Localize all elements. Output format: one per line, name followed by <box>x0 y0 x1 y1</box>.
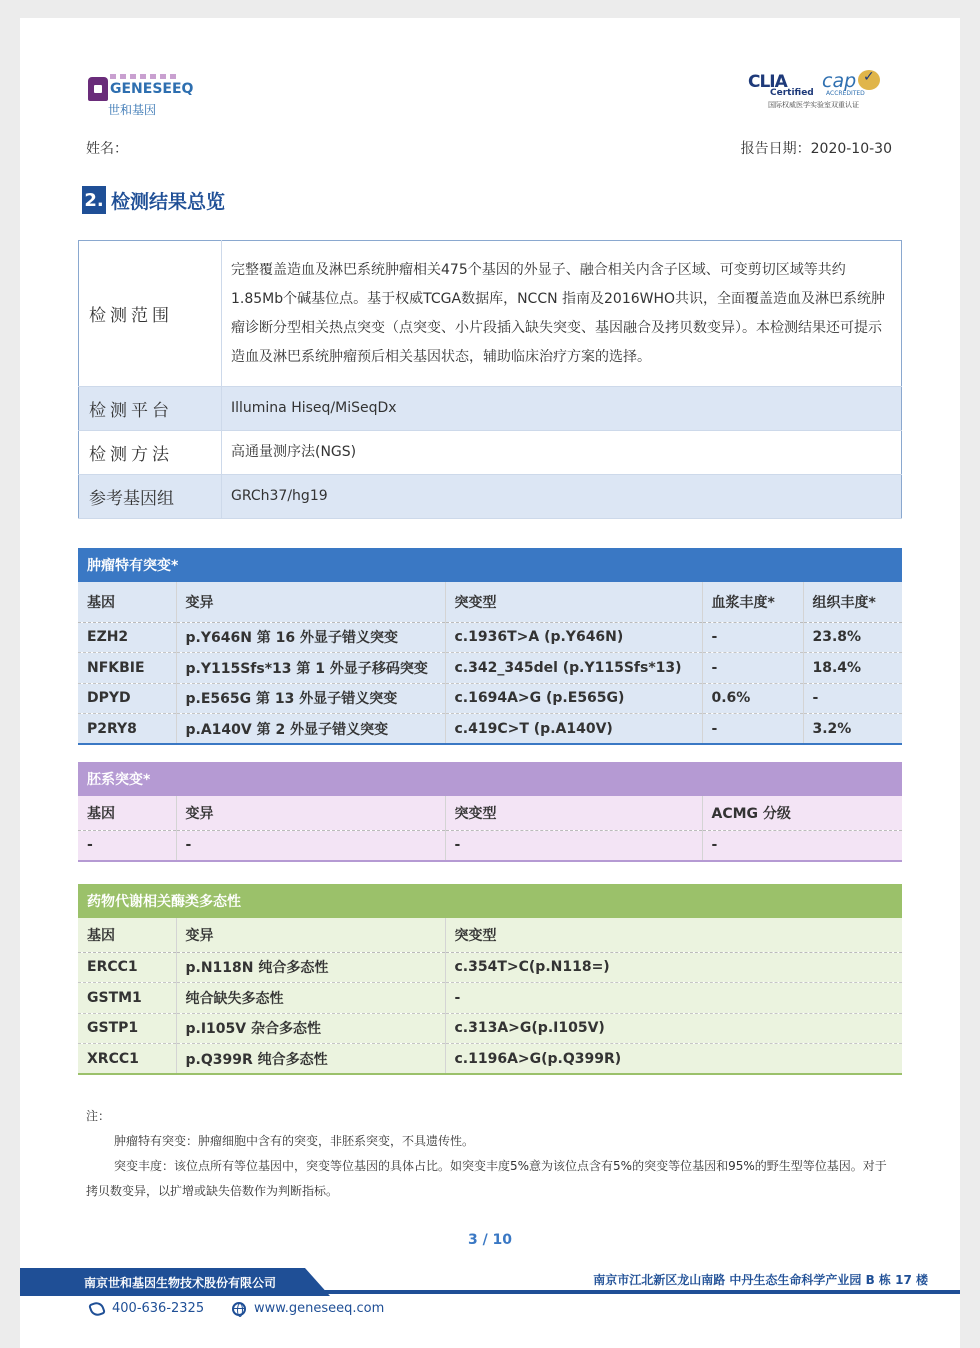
clia-certified: Certified <box>770 88 814 98</box>
table-header: 基因 变异 突变型 血浆丰度* 组织丰度* <box>78 582 902 622</box>
overview-row: 参考基因组 GRCh37/hg19 <box>79 475 902 519</box>
table-header: 基因 变异 突变型 ACMG 分级 <box>78 796 902 830</box>
cap-check-icon <box>858 70 880 90</box>
geneseeq-logo <box>88 73 198 133</box>
overview-row: 检测平台 Illumina Hiseq/MiSeqDx <box>79 387 902 431</box>
table-row: DPYD p.E565G 第 13 外显子错义突变 c.1694A>G (p.E565G) 0.6% - <box>78 683 902 714</box>
footer-bar <box>20 1268 960 1296</box>
table-caption: 胚系突变* <box>78 762 902 796</box>
logo-brand: GENESEEQ <box>110 81 194 97</box>
report-date: 报告日期：2020-10-30 <box>740 141 892 157</box>
cap-logo: cap <box>822 70 857 92</box>
cap-accredited: ACCREDITED <box>826 90 865 97</box>
table-row: - - - - <box>78 830 902 861</box>
footer-company: 南京世和基因生物技术股份有限公司 <box>84 1276 277 1290</box>
section-number: 2. <box>82 186 106 214</box>
patient-name: 姓名： <box>86 141 128 157</box>
clia-logo: CLIA <box>748 72 787 92</box>
cert-caption: 国际权威医学实验室双重认证 <box>768 101 859 109</box>
overview-row: 检测方法 高通量测序法(NGS) <box>79 431 902 475</box>
logo-cn: 世和基因 <box>108 103 157 117</box>
footer-address: 南京市江北新区龙山南路 中丹生态生命科学产业园 B 栋 17 楼 <box>593 1273 928 1287</box>
notes-label: 注： <box>86 1109 111 1123</box>
overview-table <box>78 240 902 519</box>
table-row: GSTM1 纯合缺失多态性 - <box>78 983 902 1014</box>
tumor-mutation-table <box>78 548 902 745</box>
report-page <box>20 18 960 1348</box>
section-title <box>82 186 225 214</box>
pharmacogenomics-table <box>78 884 902 1075</box>
logo-mark-icon <box>88 77 108 101</box>
phone-icon <box>88 1300 106 1318</box>
notes <box>86 1104 896 1204</box>
table-caption: 肿瘤特有突变* <box>78 548 902 582</box>
table-header: 基因 变异 突变型 <box>78 918 902 952</box>
table-row: EZH2 p.Y646N 第 16 外显子错义突变 c.1936T>A (p.Y646N) - 23.8% <box>78 622 902 653</box>
table-row: GSTP1 p.I105V 杂合多态性 c.313A>G(p.I105V) <box>78 1013 902 1044</box>
note-line: 突变丰度：该位点所有等位基因中，突变等位基因的具体占比。如突变丰度5%意为该位点含有5%的突变等位基因和95%的野生型等位基因。对于拷贝数变异，以扩增或缺失倍数作为判断指标。 <box>86 1159 887 1198</box>
note-line: 肿瘤特有突变：肿瘤细胞中含有的突变，非胚系突变，不具遗传性。 <box>114 1134 475 1148</box>
germline-mutation-table <box>78 762 902 862</box>
table-row: P2RY8 p.A140V 第 2 外显子错义突变 c.419C>T (p.A140V) - 3.2% <box>78 714 902 745</box>
table-row: ERCC1 p.N118N 纯合多态性 c.354T>C(p.N118=) <box>78 952 902 983</box>
footer-website[interactable]: www.geneseeq.com <box>232 1301 384 1316</box>
table-row: NFKBIE p.Y115Sfs*13 第 1 外显子移码突变 c.342_345del (p.Y115Sfs*13) - 18.4% <box>78 653 902 684</box>
section-heading: 检测结果总览 <box>111 190 226 213</box>
table-row: XRCC1 p.Q399R 纯合多态性 c.1196A>G(p.Q399R) <box>78 1044 902 1075</box>
globe-icon <box>232 1302 246 1316</box>
overview-row: 检测范围 完整覆盖造血及淋巴系统肿瘤相关475个基因的外显子、融合相关内含子区域、可变剪切区域等共约1.85Mb个碱基位点。基于权威TCGA数据库，NCCN 指南及2016WHO共识，全面覆盖造血及淋巴系统肿瘤诊断分型相关热点突变（点突变、小片段插入缺失突变、基因融合及拷贝数变异）。本检测结果还可提示造血及淋巴系统肿瘤预后相关基因状态，辅助临床治疗方案的选择。 <box>79 241 902 387</box>
page-number: 3 / 10 <box>467 1232 513 1248</box>
certification-logos <box>748 72 888 112</box>
footer-phone: 400-636-2325 <box>90 1301 204 1316</box>
table-caption: 药物代谢相关酶类多态性 <box>78 884 902 918</box>
